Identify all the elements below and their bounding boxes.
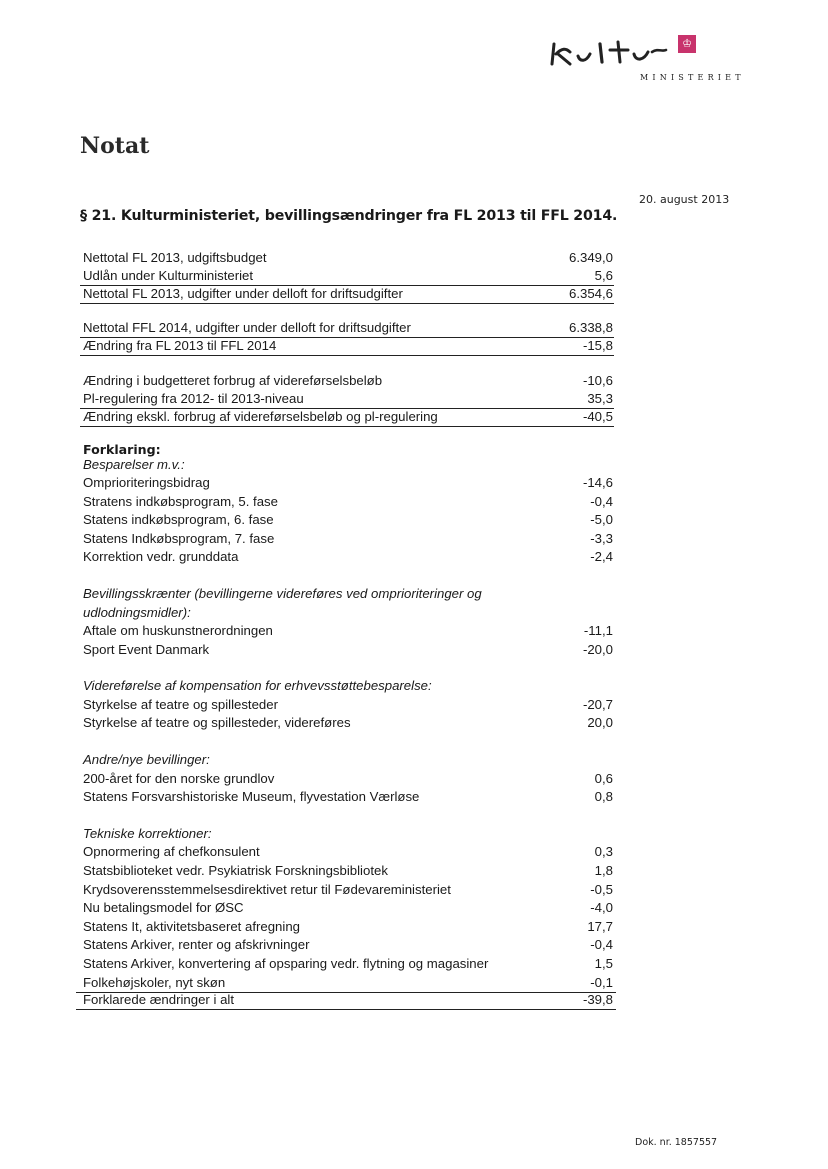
table-row xyxy=(80,371,614,390)
row-label: Ændring ekskl. forbrug af videreførselsbeløb og pl-regulering xyxy=(83,408,438,424)
table-row xyxy=(80,788,614,807)
table-row xyxy=(80,548,614,567)
row-value: -10,6 xyxy=(582,372,613,388)
group-title-row xyxy=(80,824,614,843)
row-label: Folkehøjskoler, nyt skøn xyxy=(83,974,226,990)
group-title-row xyxy=(80,457,614,473)
table-row xyxy=(80,390,614,409)
row-value: -20,7 xyxy=(582,696,613,712)
row-label: Ændring fra FL 2013 til FFL 2014 xyxy=(83,337,277,353)
row-value: 6.338,8 xyxy=(569,320,613,336)
document-type-title: Notat xyxy=(80,133,150,159)
group-title-row xyxy=(80,750,614,769)
group-title-continued: udlodningsmidler): xyxy=(83,604,191,620)
row-label: Stratens indkøbsprogram, 5. fase xyxy=(83,493,278,509)
row-value: 6.349,0 xyxy=(569,249,613,265)
row-label: Ændring i budgetteret forbrug af videreførselsbeløb xyxy=(83,372,383,388)
row-label: Styrkelse af teatre og spillesteder, videreføres xyxy=(83,715,351,731)
row-value: -15,8 xyxy=(582,337,613,353)
row-label: Krydsoverensstemmelsesdirektivet retur til Fødevareministeriet xyxy=(83,881,451,897)
row-label: Pl-regulering fra 2012- til 2013-niveau xyxy=(83,391,304,407)
row-label: Statens indkøbsprogram, 6. fase xyxy=(83,512,274,528)
table-row xyxy=(80,473,614,492)
table-row xyxy=(80,917,614,936)
table-row-subtotal xyxy=(80,337,614,356)
kultur-signature-logo xyxy=(548,30,678,70)
row-value: -14,6 xyxy=(582,474,613,490)
row-value: 5,6 xyxy=(594,268,613,284)
table-row xyxy=(80,622,614,641)
document-heading: § 21. Kulturministeriet, bevillingsændringer fra FL 2013 til FFL 2014. xyxy=(80,208,618,224)
row-label: Statsbiblioteket vedr. Psykiatrisk Forskningsbibliotek xyxy=(83,863,388,879)
row-label: Sport Event Danmark xyxy=(83,641,210,657)
group-title-row xyxy=(80,603,614,622)
row-label: Nu betalingsmodel for ØSC xyxy=(83,900,244,916)
table-row xyxy=(80,529,614,548)
table-row xyxy=(80,880,614,899)
table-row xyxy=(80,954,614,973)
document-number: Dok. nr. 1857557 xyxy=(635,1137,718,1148)
table-row xyxy=(80,899,614,918)
table-row xyxy=(80,936,614,955)
group-title: Tekniske korrektioner: xyxy=(83,825,212,841)
group-title: Andre/nye bevillinger: xyxy=(83,752,210,768)
row-value: -0,4 xyxy=(590,937,613,953)
table-row xyxy=(80,714,614,733)
row-value: -5,0 xyxy=(590,512,613,528)
group-title: Bevillingsskrænter (bevillingerne videreføres ved omprioriteringer og xyxy=(83,585,482,601)
group-title: Besparelser m.v.: xyxy=(83,457,185,473)
row-value: 1,8 xyxy=(594,863,613,879)
row-value: 1,5 xyxy=(594,956,613,971)
row-label: Statens Arkiver, renter og afskrivninger xyxy=(83,937,310,953)
row-value: 0,3 xyxy=(594,844,613,860)
group-title-row xyxy=(80,677,614,696)
ministry-logo xyxy=(548,30,745,90)
row-label: Statens Indkøbsprogram, 7. fase xyxy=(83,530,275,546)
row-value: -4,0 xyxy=(590,900,613,916)
row-label: Udlån under Kulturministeriet xyxy=(83,268,254,284)
row-label: Nettotal FFL 2014, udgifter under delloft for driftsudgifter xyxy=(83,320,411,336)
row-value: -3,3 xyxy=(590,530,613,546)
row-value: 0,6 xyxy=(594,770,613,786)
row-label: Aftale om huskunstnerordningen xyxy=(83,623,273,639)
row-label: Statens Forsvarshistoriske Museum, flyvestation Værløse xyxy=(83,789,420,805)
table-row xyxy=(80,640,614,659)
row-label: Statens Arkiver, konvertering af opsparing vedr. flytning og magasiner xyxy=(83,956,489,971)
row-value: 6.354,6 xyxy=(569,285,613,301)
table-row-total xyxy=(76,992,616,1011)
table-row xyxy=(80,511,614,530)
row-label: Styrkelse af teatre og spillesteder xyxy=(83,696,278,712)
row-value: -2,4 xyxy=(590,549,613,565)
row-label: Statens It, aktivitetsbaseret afregning xyxy=(83,918,300,934)
table-row xyxy=(80,267,614,286)
ministry-name: MINISTERIET xyxy=(640,73,745,82)
row-value: -20,0 xyxy=(582,641,613,657)
row-label: 200-året for den norske grundlov xyxy=(83,770,275,786)
table-row xyxy=(80,319,614,338)
row-value: 17,7 xyxy=(587,918,613,934)
budget-table xyxy=(80,248,614,1010)
group-title: Videreførelse af kompensation for erhvevsstøttebesparelse: xyxy=(83,678,432,694)
table-row xyxy=(80,973,614,992)
row-value: -11,1 xyxy=(583,623,613,639)
row-value: 20,0 xyxy=(587,715,613,731)
explanation-title: Forklaring: xyxy=(83,442,161,458)
total-value: -39,8 xyxy=(582,992,613,1008)
row-value: -0,5 xyxy=(590,881,613,897)
row-value: -0,4 xyxy=(590,493,613,509)
table-row-subtotal xyxy=(80,285,614,304)
row-value: 35,3 xyxy=(587,391,613,407)
group-title-row xyxy=(80,584,614,603)
row-label: Opnormering af chefkonsulent xyxy=(83,844,260,860)
table-row xyxy=(80,492,614,511)
total-label: Forklarede ændringer i alt xyxy=(83,992,234,1008)
table-row xyxy=(80,843,614,862)
table-row-subtotal xyxy=(80,408,614,427)
row-value: -40,5 xyxy=(582,408,613,424)
row-label: Omprioriteringsbidrag xyxy=(83,474,210,490)
row-label: Korrektion vedr. grunddata xyxy=(83,549,239,565)
document-date: 20. august 2013 xyxy=(639,193,730,206)
row-value: -0,1 xyxy=(590,974,613,990)
row-label: Nettotal FL 2013, udgifter under delloft for driftsudgifter xyxy=(83,285,403,301)
table-row xyxy=(80,769,614,788)
row-value: 0,8 xyxy=(594,789,613,805)
crown-icon: ♔ xyxy=(678,35,696,53)
table-row xyxy=(80,248,614,267)
table-row xyxy=(80,861,614,880)
row-label: Nettotal FL 2013, udgiftsbudget xyxy=(83,249,267,265)
table-row xyxy=(80,695,614,714)
